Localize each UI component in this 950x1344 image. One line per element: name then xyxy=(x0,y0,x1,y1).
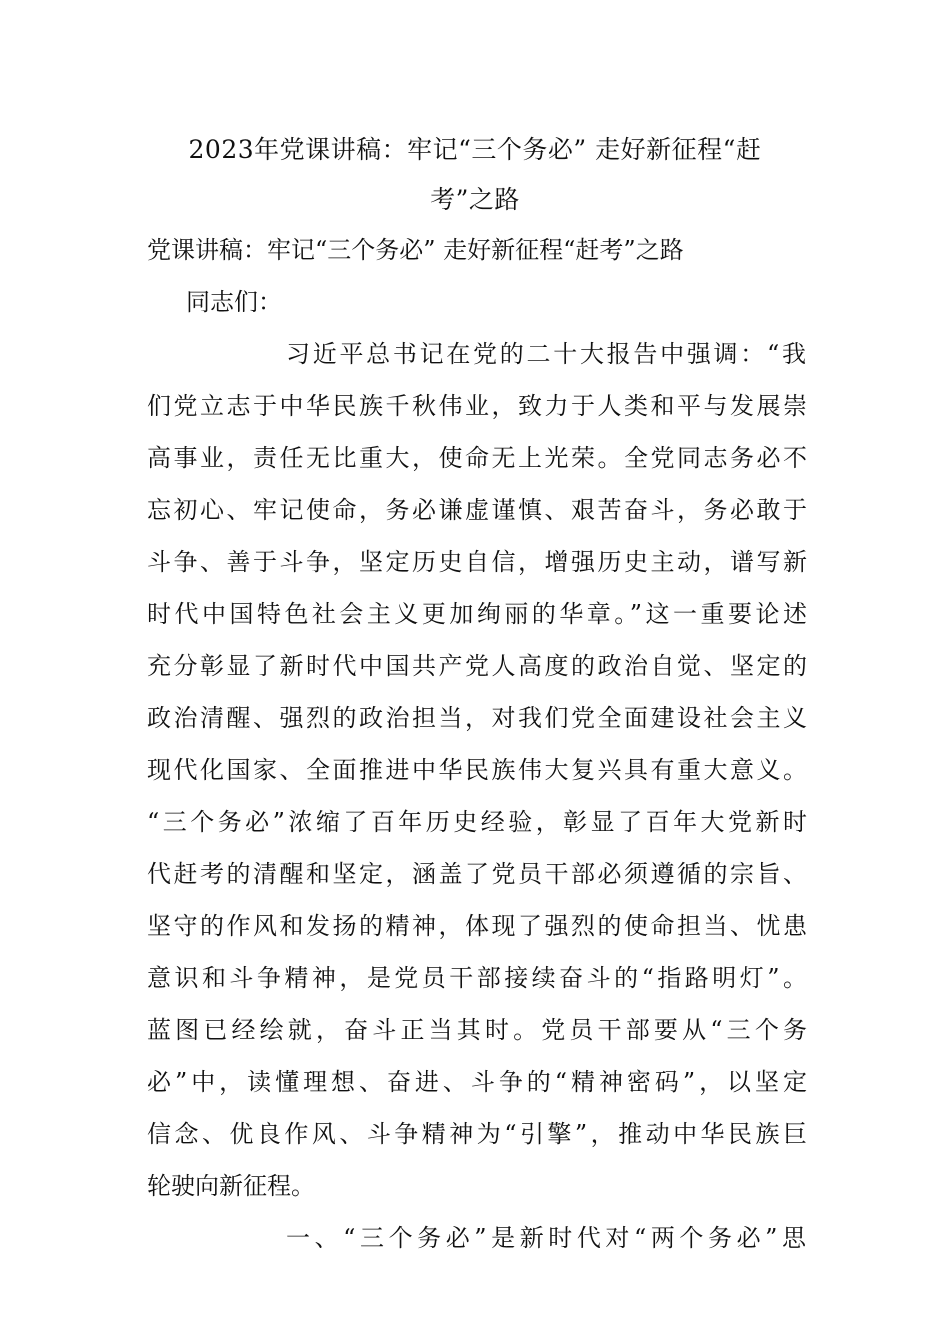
paragraph-line: 习近平总书记在党的二十大报告中强调：“我 xyxy=(286,340,806,368)
paragraph-line: 轮驶向新征程。 xyxy=(147,1172,315,1200)
document-title-line-1: 2023年党课讲稿：牢记“三个务必” 走好新征程“赶 xyxy=(188,135,762,164)
paragraph-line: “三个务必”浓缩了百年历史经验，彰显了百年大党新时 xyxy=(147,808,807,836)
paragraph-line: 们党立志于中华民族千秋伟业，致力于人类和平与发展崇 xyxy=(147,392,807,420)
paragraph-line: 时代中国特色社会主义更加绚丽的华章。”这一重要论述 xyxy=(147,600,807,628)
paragraph-line: 意识和斗争精神，是党员干部接续奋斗的“指路明灯”。 xyxy=(147,964,807,992)
paragraph-line: 高事业，责任无比重大，使命无上光荣。全党同志务必不 xyxy=(147,444,807,472)
paragraph-line: 忘初心、牢记使命，务必谦虚谨慎、艰苦奋斗，务必敢于 xyxy=(147,496,807,524)
paragraph-line: 斗争、善于斗争，坚定历史自信，增强历史主动，谱写新 xyxy=(147,548,807,576)
document-subtitle: 党课讲稿：牢记“三个务必” 走好新征程“赶考”之路 xyxy=(147,236,684,264)
paragraph-line: 政治清醒、强烈的政治担当，对我们党全面建设社会主义 xyxy=(147,704,807,732)
paragraph-line: 代赶考的清醒和坚定，涵盖了党员干部必须遵循的宗旨、 xyxy=(147,860,807,888)
document-title-line-2: 考”之路 xyxy=(430,185,520,214)
paragraph-line: 坚守的作风和发扬的精神，体现了强烈的使命担当、忧患 xyxy=(147,912,807,940)
salutation: 同志们： xyxy=(186,288,282,316)
paragraph-line: 现代化国家、全面推进中华民族伟大复兴具有重大意义。 xyxy=(147,756,807,784)
paragraph-line: 充分彰显了新时代中国共产党人高度的政治自觉、坚定的 xyxy=(147,652,807,680)
section-heading-line: 一、“三个务必”是新时代对“两个务必”思 xyxy=(286,1224,806,1252)
paragraph-line: 必”中，读懂理想、奋进、斗争的“精神密码”，以坚定 xyxy=(147,1068,807,1096)
paragraph-line: 蓝图已经绘就，奋斗正当其时。党员干部要从“三个务 xyxy=(147,1016,807,1044)
paragraph-line: 信念、优良作风、斗争精神为“引擎”，推动中华民族巨 xyxy=(147,1120,807,1148)
